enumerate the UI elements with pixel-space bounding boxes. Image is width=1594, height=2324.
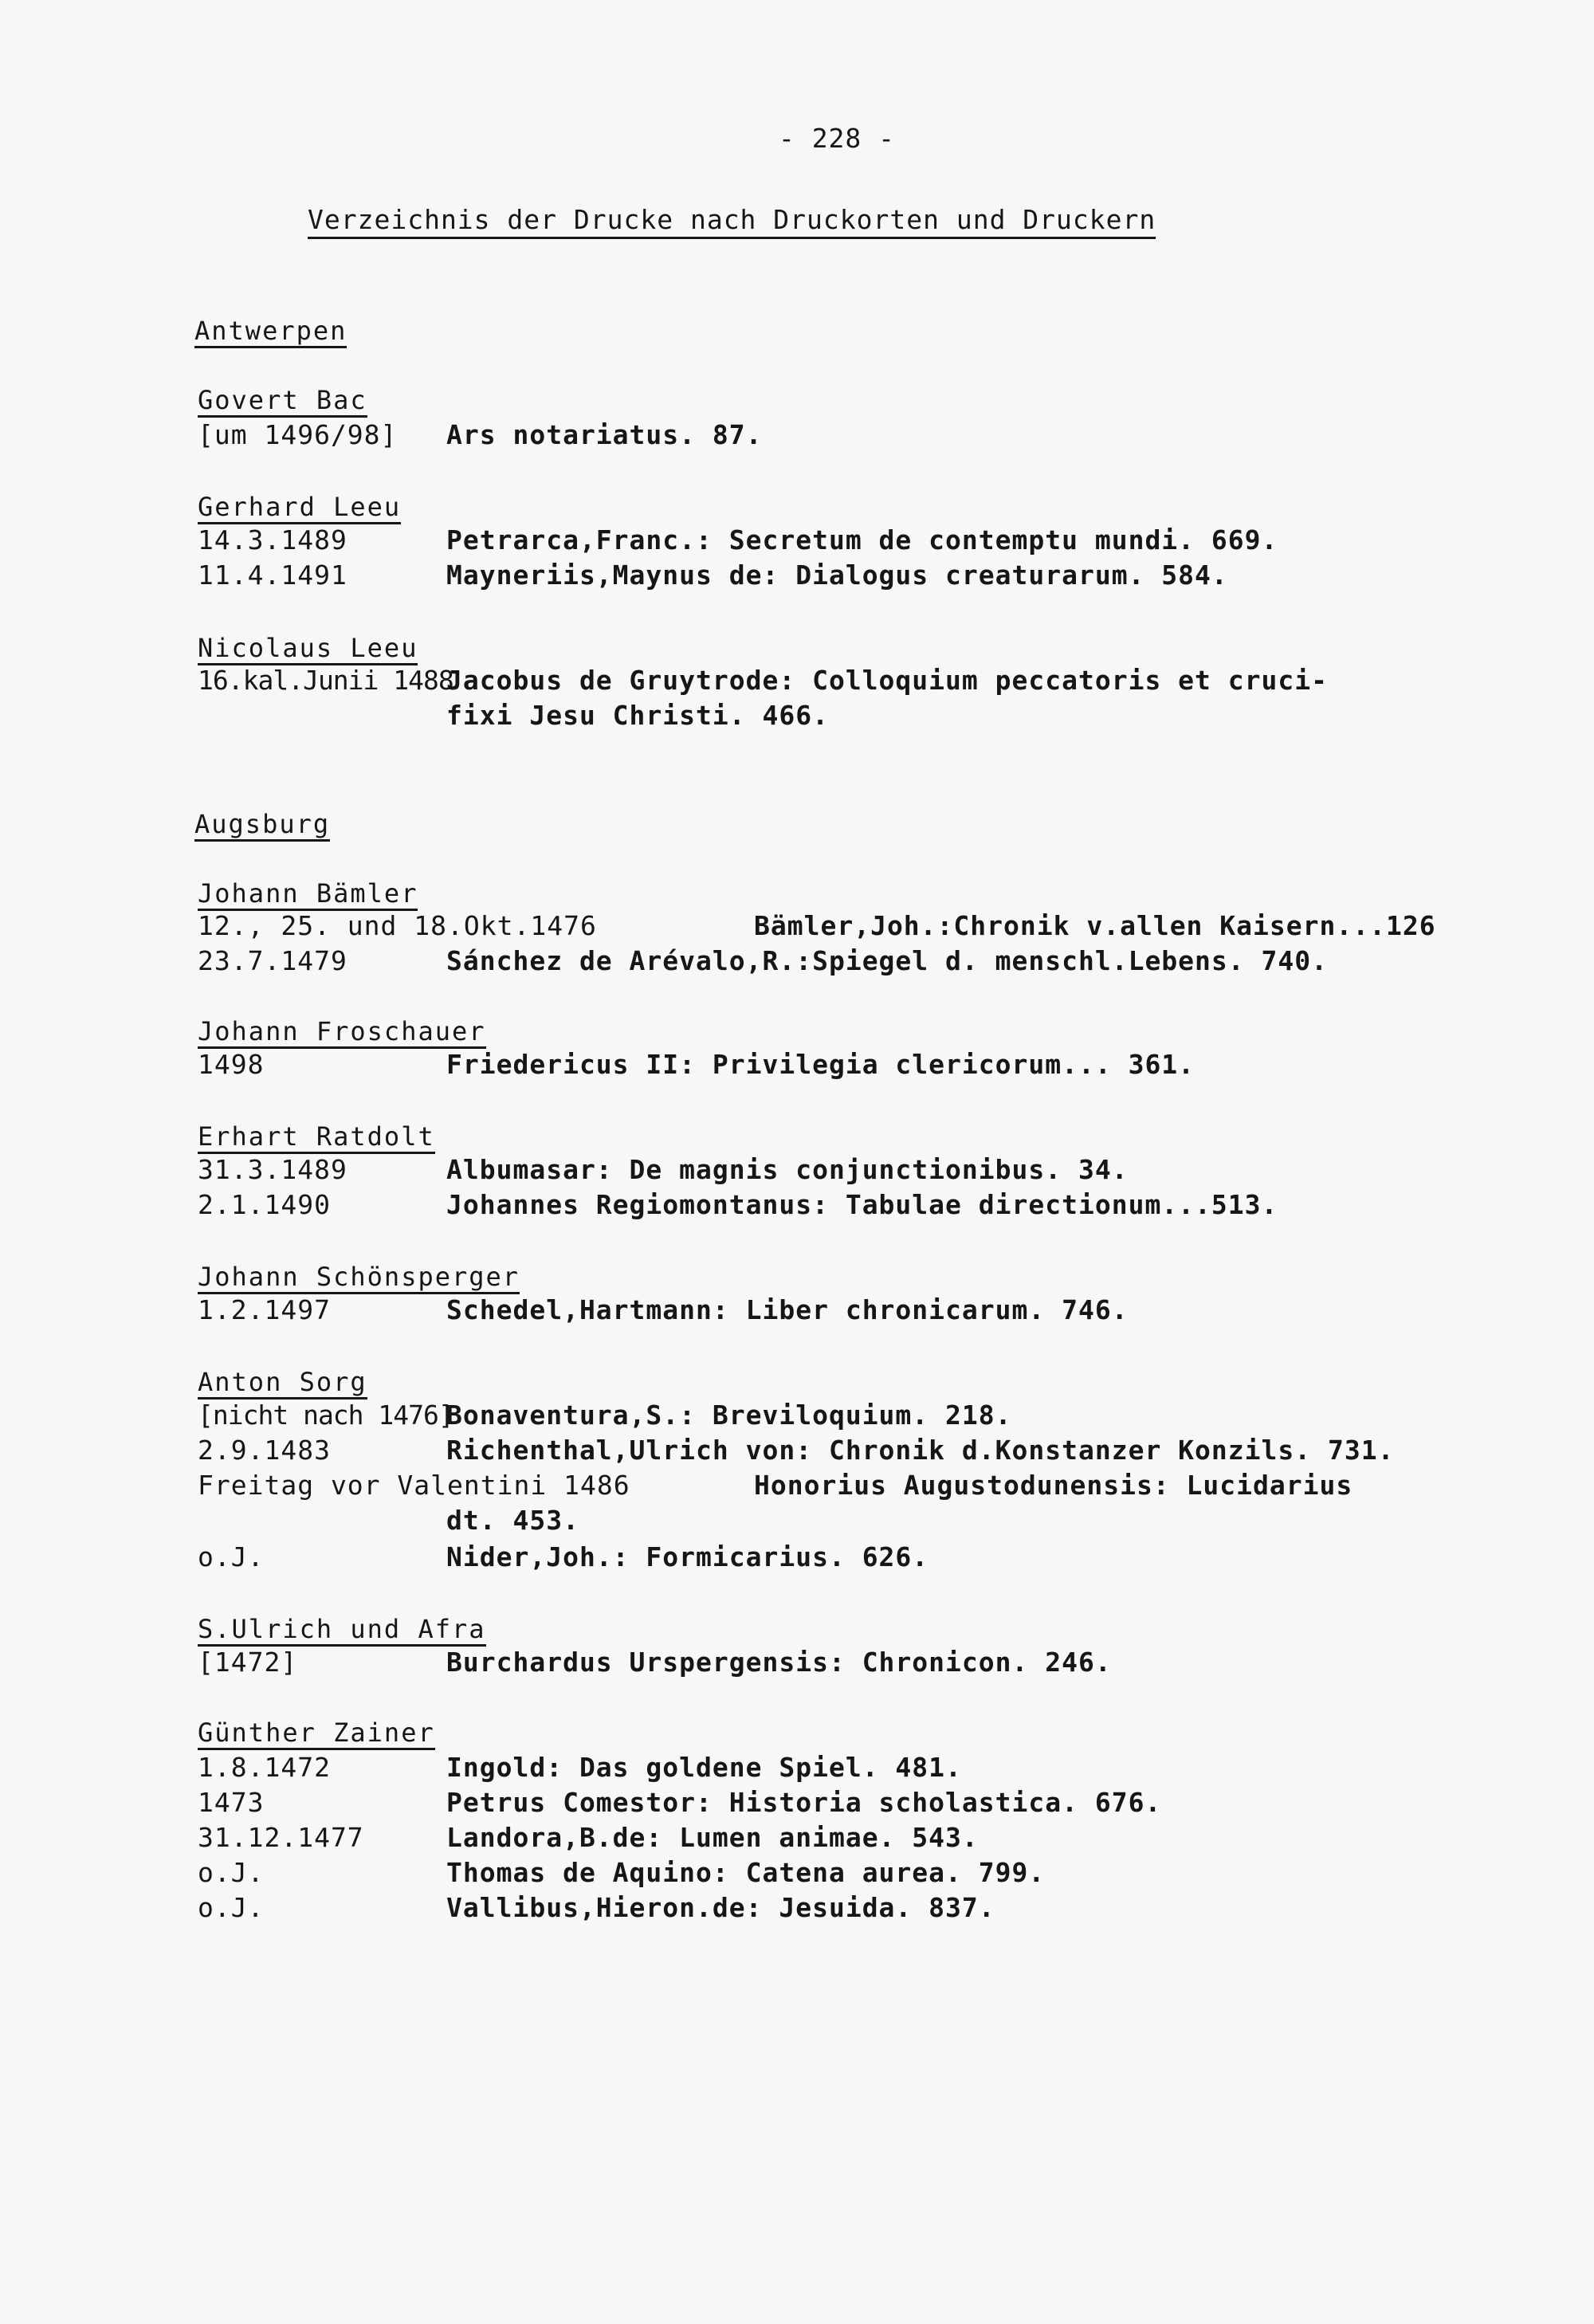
entry-title: Burchardus Urspergensis: Chronicon. 246.	[446, 1647, 1112, 1678]
entry-title: Johannes Regiomontanus: Tabulae directionum...513.	[446, 1189, 1278, 1220]
entry-title: Bämler,Joh.:Chronik v.allen Kaisern...126	[754, 910, 1436, 941]
entry-date: 11.4.1491	[198, 559, 347, 591]
print-entry	[198, 418, 1553, 453]
document-title: Verzeichnis der Drucke nach Druckorten und Druckern	[308, 204, 1156, 239]
place-heading-antwerpen: Antwerpen	[194, 316, 347, 348]
entry-date: o.J.	[198, 1541, 265, 1572]
printer-heading: Johann Froschauer	[198, 1017, 486, 1049]
print-entry	[198, 558, 1553, 593]
print-entry	[198, 1468, 1553, 1503]
entry-title: Petrus Comestor: Historia scholastica. 676.	[446, 1787, 1162, 1818]
entry-date: 31.3.1489	[198, 1154, 347, 1185]
entry-date: 1473	[198, 1787, 265, 1818]
page-number: - 228 -	[778, 123, 896, 154]
entry-date: Freitag vor Valentini 1486	[198, 1470, 630, 1501]
printer-heading: Johann Bämler	[198, 879, 418, 911]
printer-heading: Nicolaus Leeu	[198, 634, 418, 665]
entry-date: 2.9.1483	[198, 1435, 331, 1466]
print-entry	[198, 1750, 1553, 1785]
print-entry	[198, 663, 1553, 698]
entry-date: 2.1.1490	[198, 1189, 331, 1220]
print-entry	[198, 944, 1553, 979]
entry-date: 23.7.1479	[198, 945, 347, 976]
print-entry	[198, 1047, 1553, 1082]
entry-title: Albumasar: De magnis conjunctionibus. 34.	[446, 1154, 1129, 1185]
entry-date: 16.kal.Junii 1488	[198, 665, 453, 696]
entry-date: 1.8.1472	[198, 1752, 331, 1783]
printer-heading: Erhart Ratdolt	[198, 1122, 435, 1154]
entry-title: Honorius Augustodunensis: Lucidarius	[754, 1470, 1353, 1501]
printer-heading: Günther Zainer	[198, 1718, 435, 1750]
entry-title: Friedericus II: Privilegia clericorum... 361.	[446, 1049, 1196, 1080]
entry-title: Landora,B.de: Lumen animae. 543.	[446, 1822, 979, 1853]
print-entry	[198, 1855, 1553, 1890]
print-entry	[198, 1785, 1553, 1820]
entry-title: Jacobus de Gruytrode: Colloquium peccatoris et cruci-	[446, 665, 1328, 696]
entry-title: Petrarca,Franc.: Secretum de contemptu mundi. 669.	[446, 524, 1278, 555]
print-entry	[198, 1540, 1553, 1575]
entry-date: [nicht nach 1476]	[198, 1400, 453, 1431]
entry-date: 1.2.1497	[198, 1294, 331, 1325]
entry-title: Thomas de Aquino: Catena aurea. 799.	[446, 1857, 1046, 1888]
print-entry	[198, 1152, 1553, 1188]
entry-title: Vallibus,Hieron.de: Jesuida. 837.	[446, 1892, 995, 1923]
printer-heading: Govert Bac	[198, 386, 367, 418]
entry-date: 31.12.1477	[198, 1822, 364, 1853]
printer-heading: Anton Sorg	[198, 1368, 367, 1400]
print-entry	[198, 1293, 1553, 1328]
entry-title: Bonaventura,S.: Breviloquium. 218.	[446, 1400, 1012, 1431]
print-entry	[198, 1433, 1553, 1468]
entry-title: Nider,Joh.: Formicarius. 626.	[446, 1541, 929, 1572]
entry-date: 14.3.1489	[198, 524, 347, 555]
entry-title: Ars notariatus. 87.	[446, 419, 763, 450]
entry-date: o.J.	[198, 1892, 265, 1923]
print-entry	[198, 1645, 1553, 1680]
entry-continuation: fixi Jesu Christi. 466.	[446, 700, 829, 731]
print-entry	[198, 523, 1553, 558]
printer-heading: Gerhard Leeu	[198, 493, 401, 524]
print-entry	[198, 909, 1553, 944]
place-heading-augsburg: Augsburg	[194, 810, 330, 842]
entry-date: 1498	[198, 1049, 265, 1080]
entry-date: o.J.	[198, 1857, 265, 1888]
entry-title: Ingold: Das goldene Spiel. 481.	[446, 1752, 962, 1783]
print-entry	[198, 1398, 1553, 1433]
entry-continuation: dt. 453.	[446, 1505, 579, 1536]
entry-date: 12., 25. und 18.Okt.1476	[198, 910, 597, 941]
entry-date: [1472]	[198, 1647, 298, 1678]
print-entry	[198, 1188, 1553, 1223]
entry-title: Sánchez de Arévalo,R.:Spiegel d. menschl.Lebens. 740.	[446, 945, 1328, 976]
entry-title: Mayneriis,Maynus de: Dialogus creaturarum. 584.	[446, 559, 1228, 591]
entry-date: [um 1496/98]	[198, 419, 398, 450]
print-entry	[198, 1890, 1553, 1926]
entry-title: Schedel,Hartmann: Liber chronicarum. 746.	[446, 1294, 1129, 1325]
printer-heading: Johann Schönsperger	[198, 1262, 520, 1294]
entry-title: Richenthal,Ulrich von: Chronik d.Konstanzer Konzils. 731.	[446, 1435, 1395, 1466]
print-entry	[198, 1820, 1553, 1855]
printer-heading: S.Ulrich und Afra	[198, 1615, 486, 1647]
